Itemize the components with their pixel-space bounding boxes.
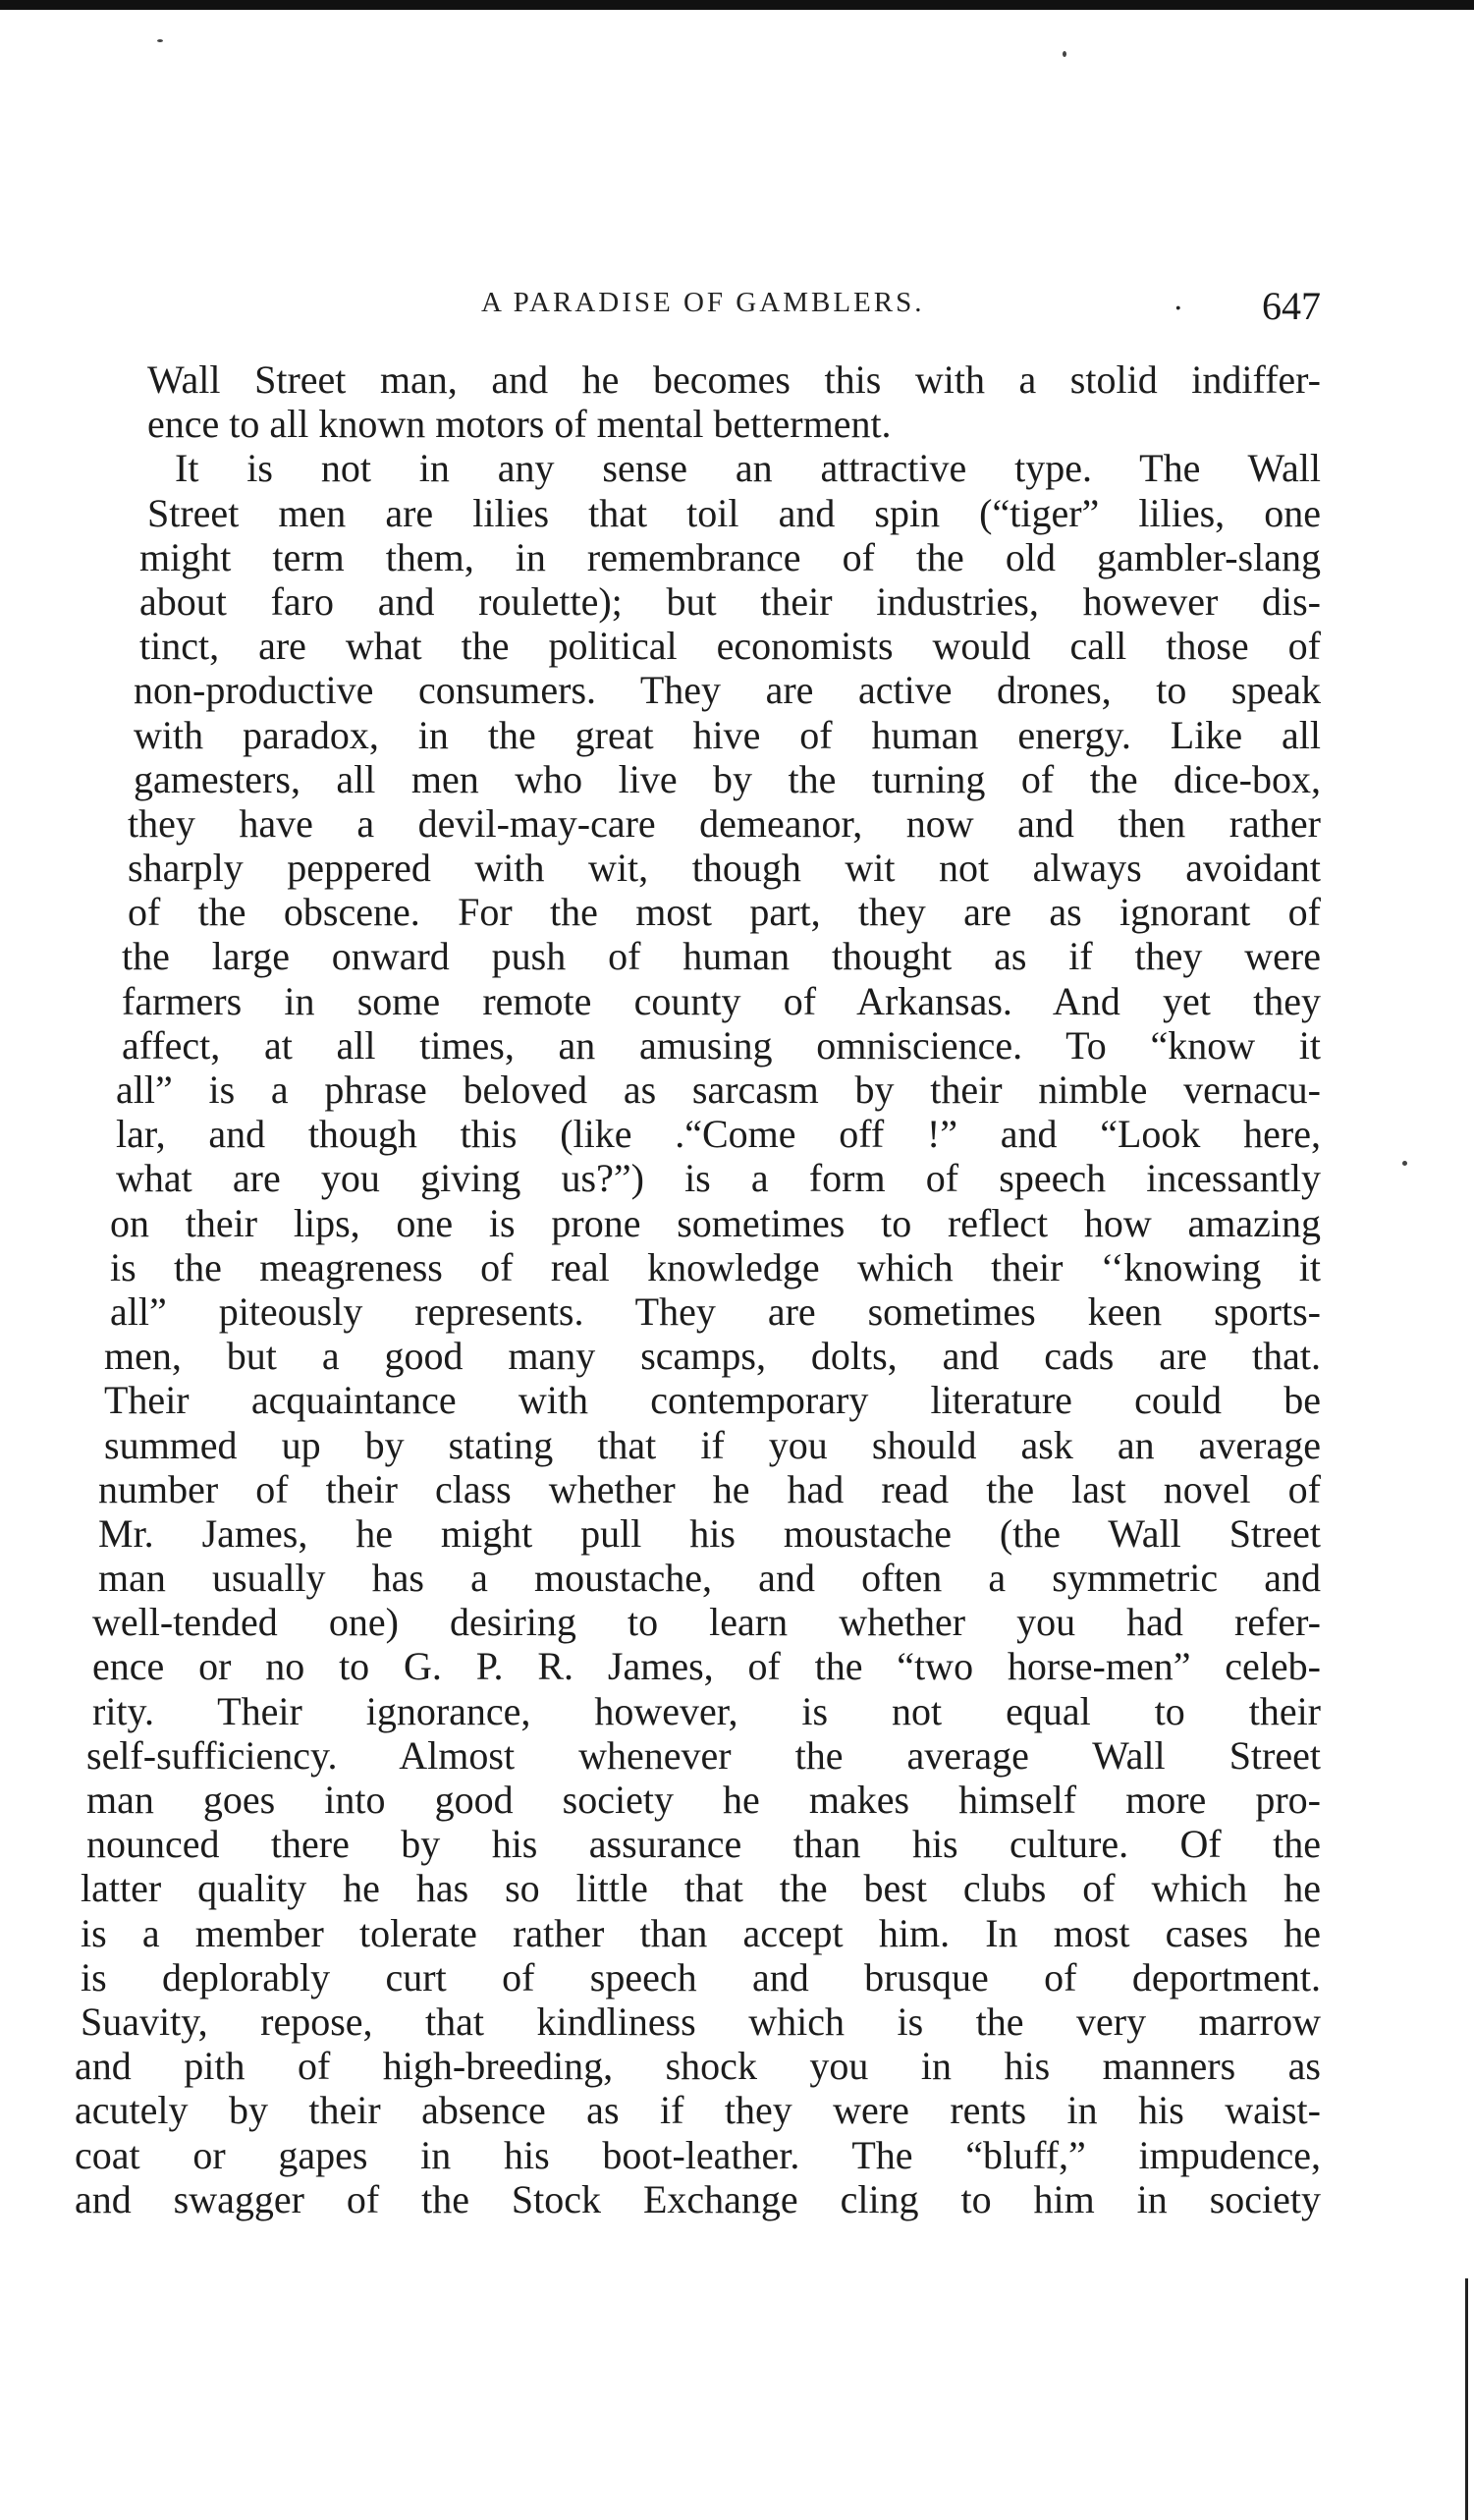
text-line: is a member tolerate rather than accept him. In most cases he [81, 1910, 1321, 1955]
text-line: is deplorably curt of speech and brusque of deportment. [81, 1954, 1321, 2000]
text-line: number of their class whether he had read the last novel of [98, 1466, 1321, 1511]
text-line: sharply peppered with wit, though wit not always avoidant [128, 846, 1321, 891]
text-line: gamesters, all men who live by the turning of the dice-box, [134, 756, 1321, 801]
running-head [147, 283, 1321, 332]
running-title: A PARADISE OF GAMBLERS. [481, 287, 925, 318]
text-line: It is not in any sense an attractive type. The Wall [175, 446, 1321, 491]
text-line: coat or gapes in his boot-leather. The “bluff,” impudence, [75, 2132, 1321, 2177]
text-line: well-tended one) desiring to learn whether you had refer- [92, 1600, 1321, 1645]
text-line: all” is a phrase beloved as sarcasm by their nimble vernacu- [116, 1068, 1321, 1112]
text-line: lar, and though this (like .“Come off !” and “Look here, [116, 1112, 1321, 1157]
text-line: what are you giving us?”) is a form of speech incessantly [116, 1156, 1321, 1201]
running-head-dot: . [1174, 283, 1183, 317]
text-line: summed up by stating that if you should ask an average [104, 1422, 1321, 1467]
text-line: with paradox, in the great hive of human energy. Like all [134, 712, 1321, 757]
text-line: Street men are lilies that toil and spin (“tiger” lilies, one [147, 490, 1321, 535]
text-line: ence to all known motors of mental betterment. [147, 402, 892, 447]
text-line: latter quality he has so little that the best clubs of which he [81, 1866, 1321, 1911]
text-line: Suavity, repose, that kindliness which is the very marrow [81, 1999, 1321, 2044]
text-line: man goes into good society he makes himself more pro- [86, 1778, 1321, 1822]
text-line: all” piteously represents. They are sometimes keen sports- [110, 1288, 1321, 1334]
text-line: Wall Street man, and he becomes this with a stolid indiffer- [147, 357, 1321, 402]
scan-speck [1063, 51, 1066, 57]
text-line: Their acquaintance with contemporary literature could be [104, 1378, 1321, 1423]
text-line: about faro and roulette); but their industries, however dis- [139, 578, 1321, 624]
text-line: tinct, are what the political economists would call those of [139, 624, 1321, 669]
body-text [75, 357, 1321, 2221]
text-line: man usually has a moustache, and often a symmetric and [98, 1556, 1321, 1601]
text-line: rity. Their ignorance, however, is not equal to their [92, 1688, 1321, 1733]
text-line: nounced there by his assurance than his culture. Of the [86, 1822, 1321, 1867]
text-line: they have a devil-may-care demeanor, now and then rather [128, 800, 1321, 846]
scan-top-border [0, 0, 1474, 10]
text-line: men, but a good many scamps, dolts, and cads are that. [104, 1334, 1321, 1379]
text-line: might term them, in remembrance of the old gambler-slang [139, 534, 1321, 579]
text-line: and swagger of the Stock Exchange cling to him in society [75, 2176, 1321, 2221]
text-line: on their lips, one is prone sometimes to reflect how amazing [110, 1200, 1321, 1245]
scan-page-edge [1465, 2278, 1468, 2520]
text-line: ence or no to G. P. R. James, of the “two horse-men” celeb- [92, 1644, 1321, 1689]
text-line: farmers in some remote county of Arkansas. And yet they [122, 978, 1321, 1023]
text-line: the large onward push of human thought as if they were [122, 934, 1321, 979]
text-line: self-sufficiency. Almost whenever the average Wall Street [86, 1732, 1321, 1778]
text-line: affect, at all times, an amusing omniscience. To “know it [122, 1022, 1321, 1068]
text-line: of the obscene. For the most part, they are as ignorant of [128, 890, 1321, 935]
text-line: non-productive consumers. They are active drones, to speak [134, 668, 1321, 713]
text-line: Mr. James, he might pull his moustache (the Wall Street [98, 1510, 1321, 1556]
text-line: acutely by their absence as if they were rents in his waist- [75, 2088, 1321, 2133]
text-line: and pith of high-breeding, shock you in his manners as [75, 2044, 1321, 2089]
text-line: is the meagreness of real knowledge which their ‘‘knowing it [110, 1244, 1321, 1289]
page-number: 647 [1262, 284, 1321, 328]
scan-speck [157, 39, 163, 42]
scan-speck [1402, 1161, 1407, 1166]
